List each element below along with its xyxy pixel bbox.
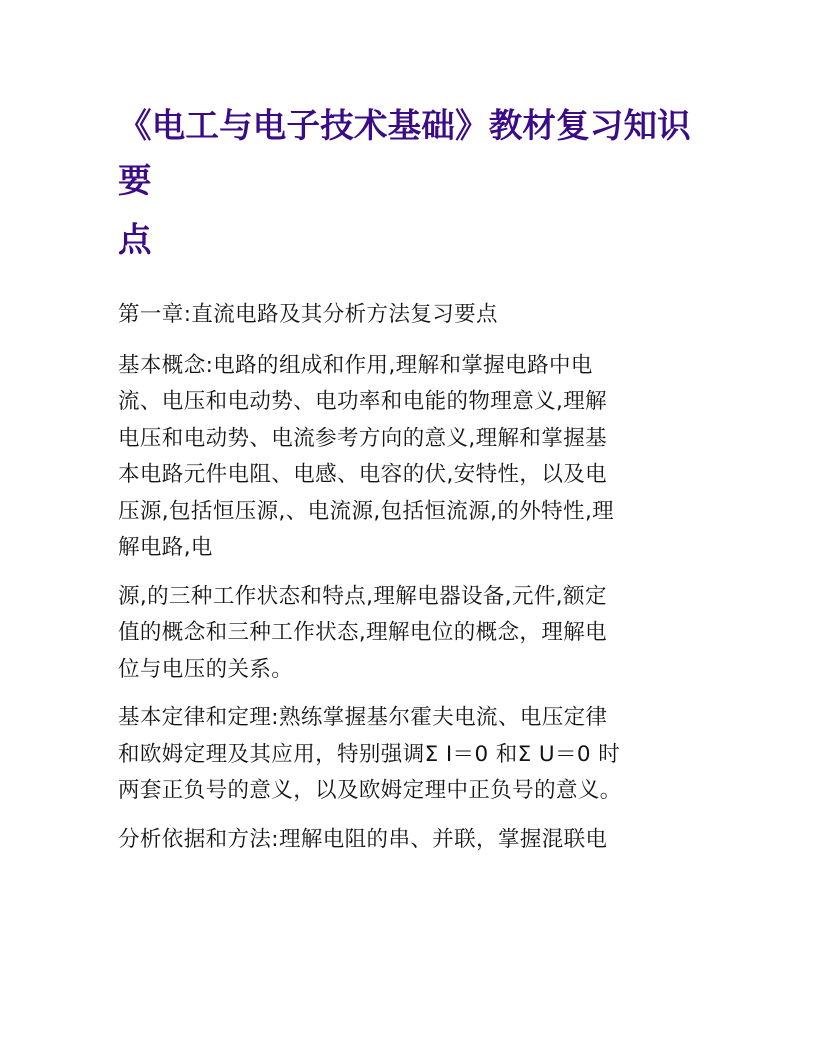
paragraph-line: 源,的三种工作状态和特点,理解电器设备,元件,额定	[118, 583, 607, 609]
paragraph-line: 电压和电动势、电流参考方向的意义,理解和掌握基	[118, 425, 608, 451]
paragraph-line: 值的概念和三种工作状态,理解电位的概念，理解电	[118, 620, 608, 645]
title-line-1: 《电工与电子技术基础》教材复习知识	[118, 106, 691, 145]
document-title	[118, 98, 693, 267]
chapter-heading-text: 第一章:直流电路及其分析方法复习要点	[118, 302, 498, 327]
paragraph-line: 压源,包括恒压源,、电流源,包括恒流源,的外特性,理	[118, 498, 615, 524]
paragraph-basic-concepts	[118, 348, 693, 567]
paragraph-line: 两套正负号的意义，以及欧姆定理中正负号的意义。	[118, 778, 622, 803]
paragraph-analysis-methods	[118, 822, 693, 859]
paragraph-line: 基本定律和定理:熟练掌握基尔霍夫电流、电压定律	[118, 705, 608, 730]
title-line-3: 点	[118, 220, 152, 259]
paragraph-laws-theorems	[118, 700, 693, 810]
paragraph-line: 基本概念:电路的组成和作用,理解和掌握电路中电	[118, 352, 593, 378]
paragraph-line: 和欧姆定理及其应用，特别强调Σ I＝0 和Σ U＝0 时	[118, 741, 621, 767]
paragraph-line: 流、电压和电动势、电功率和电能的物理意义,理解	[118, 389, 608, 414]
title-line-2: 要	[118, 161, 152, 200]
paragraph-source-states	[118, 579, 693, 689]
paragraph-line: 分析依据和方法:理解电阻的串、并联，掌握混联电	[118, 826, 608, 852]
chapter-heading	[118, 297, 693, 334]
paragraph-line: 位与电压的关系。	[118, 656, 294, 682]
paragraph-line: 解电路,电	[118, 535, 213, 560]
paragraph-line: 本电路元件电阻、电感、电容的伏,安特性，以及电	[118, 462, 608, 487]
document-page	[118, 98, 693, 858]
